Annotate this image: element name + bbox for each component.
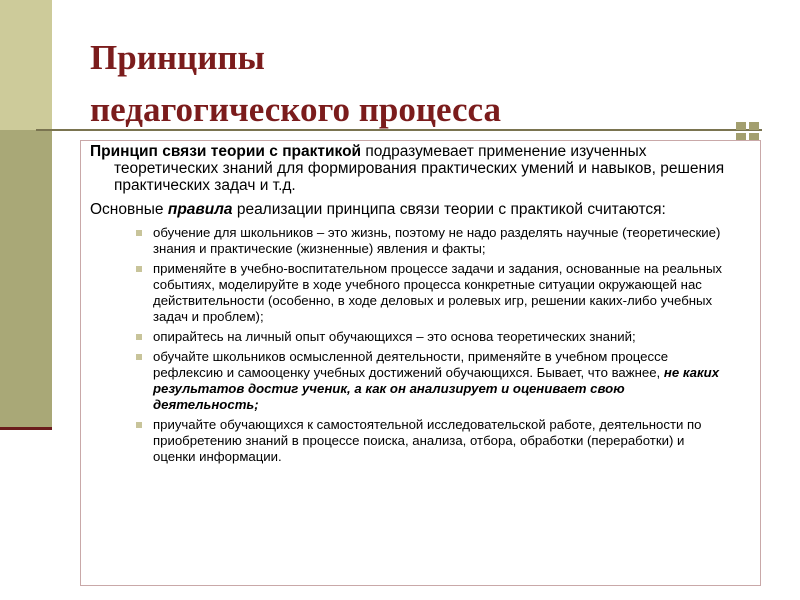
corner-squares-decoration	[736, 122, 760, 142]
slide-title	[90, 32, 501, 136]
sidebar-decoration-bottom	[0, 130, 52, 428]
rules-paragraph	[90, 201, 734, 218]
list-item	[90, 329, 723, 345]
intro-rest: подразумевает применение изученных теоретических знаний для формирования практических умений и навыков, решения практических задач и т.д.	[114, 143, 725, 194]
bullet-square-icon	[136, 354, 142, 360]
slide-title-line2: педагогического процесса	[90, 90, 501, 129]
list-item-text: приучайте обучающихся к самостоятельной исследовательской работе, деятельности по приобретению знаний в процессе поиска, анализа, отбора, обработки (переработки) и оценки информации.	[153, 417, 702, 464]
content-box	[80, 140, 761, 586]
bullet-square-icon	[136, 422, 142, 428]
bullet-square-icon	[136, 266, 142, 272]
decor-square	[749, 122, 759, 130]
rules-emphasis: правила	[167, 201, 233, 218]
decor-square	[736, 122, 746, 130]
list-item	[90, 417, 723, 465]
list-item	[90, 349, 723, 413]
list-item-text: применяйте в учебно-воспитательном процессе задачи и задания, основанные на реальных событиях, моделируйте в ходе учебного процесса конкретные ситуации окружающей нас действительности (особенно, в ходе деловых и ролевых игр, решении каких-либо учебных задач и проблем);	[153, 261, 723, 324]
list-item-emphasis: не каких результатов достиг ученик, а как он анализирует и оценивает свою деятельность;	[153, 365, 720, 412]
rules-rest: реализации принципа связи теории с практикой считаются:	[232, 201, 666, 218]
list-item	[90, 261, 723, 325]
slide-title-line1: Принципы	[90, 38, 265, 77]
sidebar-accent-line	[0, 427, 52, 430]
bullet-square-icon	[136, 334, 142, 340]
list-item-text: опирайтесь на личный опыт обучающихся – это основа теоретических знаний;	[153, 329, 636, 344]
content-text	[81, 141, 760, 465]
intro-lead: Принцип связи теории с практикой	[90, 143, 362, 160]
list-item-text: обучение для школьников – это жизнь, поэтому не надо разделять научные (теоретические) знания и практические (жизненные) явления и факты;	[153, 225, 721, 256]
rules-prefix: Основные	[90, 201, 168, 218]
rules-list	[90, 225, 760, 465]
bullet-square-icon	[136, 230, 142, 236]
list-item	[90, 225, 723, 257]
sidebar-decoration-top	[0, 0, 52, 130]
intro-paragraph	[90, 143, 734, 194]
list-item-text: обучайте школьников осмысленной деятельности, применяйте в учебном процессе рефлексию и самооценку учебных достижений обучающихся. Бывает, что важнее,	[153, 349, 669, 380]
